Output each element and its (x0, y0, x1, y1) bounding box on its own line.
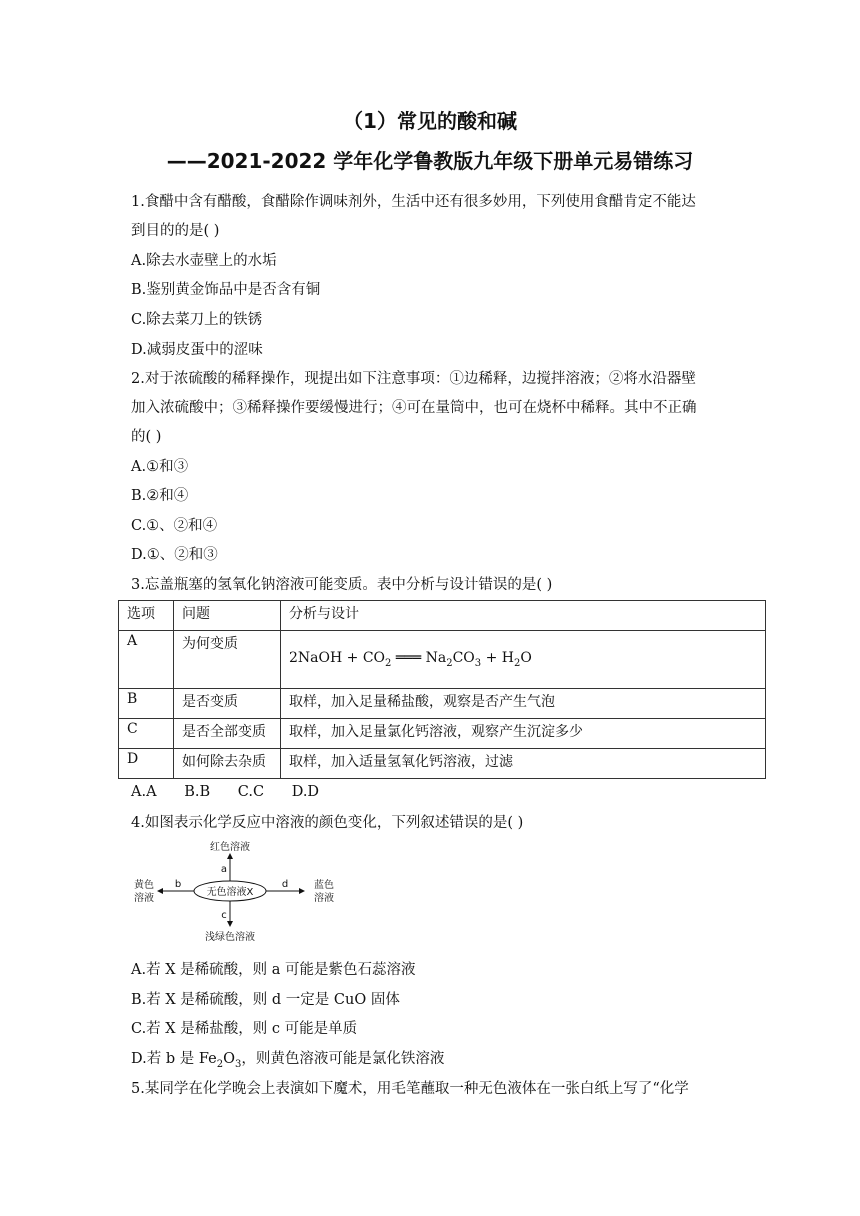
eq-o: O (520, 650, 532, 667)
q1-stem-line2: 到目的的是( ) (131, 223, 220, 239)
eq-arrow: ═══ (391, 650, 426, 667)
q4-option-a: A.若 X 是稀硫酸，则 a 可能是紫色石蕊溶液 (131, 962, 416, 978)
q2-option-c: C.①、②和④ (131, 518, 218, 534)
eq-co2-subscript: 2 (385, 657, 392, 669)
diagram-label-d: d (281, 879, 289, 890)
table-header-row (119, 601, 766, 631)
diagram-center-label: 无色溶液X (206, 887, 254, 898)
eq-co3: CO (452, 650, 475, 667)
table-row (119, 749, 766, 779)
table-cell-option: D (119, 749, 174, 779)
eq-plus-h: + H (481, 650, 514, 667)
diagram-left-label-1: 黄色 (134, 880, 154, 891)
fe-subscript: 2 (216, 1058, 224, 1070)
q1-stem-line1: 1.食醋中含有醋酸，食醋除作调味剂外，生活中还有很多妙用，下列使用食醋肯定不能达 (131, 194, 696, 210)
diagram-left-label-2: 溶液 (134, 893, 154, 904)
q2-stem-line3: 的( ) (131, 429, 162, 445)
q2-option-b: B.②和④ (131, 488, 189, 504)
diagram-label-a: a (220, 864, 228, 875)
color-change-diagram (128, 838, 348, 946)
table-header-cell: 分析与设计 (281, 601, 766, 631)
q2-stem-line1: 2.对于浓硫酸的稀释操作，现提出如下注意事项：①边稀释，边搅拌溶液；②将水沿器壁 (131, 371, 696, 387)
q3-stem: 3.忘盖瓶塞的氢氧化钠溶液可能变质。表中分析与设计错误的是( ) (131, 577, 553, 593)
q1-option-b: B.鉴别黄金饰品中是否含有铜 (131, 282, 321, 298)
table-cell-option: A (119, 631, 174, 689)
table-row (119, 719, 766, 749)
q4-d-prefix: D.若 b 是 Fe (131, 1051, 217, 1067)
eq-plus-co: + CO (342, 650, 386, 667)
table-cell-question: 是否全部变质 (174, 719, 281, 749)
table-row (119, 689, 766, 719)
q5-stem-line1: 5.某同学在化学晚会上表演如下魔术，用毛笔蘸取一种无色液体在一张白纸上写了“化学 (131, 1081, 689, 1097)
eq-h2o-subscript: 2 (514, 657, 521, 669)
diagram-right-label-2: 溶液 (314, 893, 334, 904)
table-cell-option: B (119, 689, 174, 719)
eq-co3-subscript: 3 (474, 657, 482, 669)
q4-option-d (131, 1047, 444, 1070)
table-cell-analysis: 取样，加入适量氢氧化钙溶液，过滤 (281, 749, 766, 779)
table-row (119, 631, 766, 689)
diagram-right-label-1: 蓝色 (314, 880, 334, 891)
page-title: （1）常见的酸和碱 (343, 109, 517, 133)
q3-options: A.A B.B C.C D.D (131, 784, 320, 800)
table-cell-question: 是否变质 (174, 689, 281, 719)
q2-stem-line2: 加入浓硫酸中；③稀释操作要缓慢进行；④可在量筒中，也可在烧杯中稀释。其中不正确 (131, 400, 697, 416)
diagram-top-label: 红色溶液 (210, 842, 250, 853)
q1-option-c: C.除去菜刀上的铁锈 (131, 312, 263, 328)
table-cell-equation (281, 631, 766, 689)
q1-option-a: A.除去水壶壁上的水垢 (131, 253, 277, 269)
table-cell-question: 为何变质 (174, 631, 281, 689)
q4-option-c: C.若 X 是稀盐酸，则 c 可能是单质 (131, 1021, 358, 1037)
q2-option-a: A.①和③ (131, 459, 189, 475)
table-cell-analysis: 取样，加入足量稀盐酸，观察是否产生气泡 (281, 689, 766, 719)
table-cell-option: C (119, 719, 174, 749)
diagram-label-c: c (221, 910, 227, 921)
table-header-cell: 问题 (174, 601, 281, 631)
eq-na2-subscript: 2 (446, 657, 453, 669)
q4-d-suffix: ，则黄色溶液可能是氯化铁溶液 (241, 1051, 445, 1067)
o-subscript: 3 (234, 1058, 242, 1070)
q4-stem: 4.如图表示化学反应中溶液的颜色变化，下列叙述错误的是( ) (131, 815, 524, 831)
q4-d-mid: O (223, 1051, 235, 1067)
q1-option-d: D.减弱皮蛋中的涩味 (131, 342, 263, 358)
diagram-label-b: b (174, 879, 182, 890)
table-header-cell: 选项 (119, 601, 174, 631)
q4-option-b: B.若 X 是稀硫酸，则 d 一定是 CuO 固体 (131, 992, 400, 1008)
eq-na: Na (425, 650, 447, 667)
table-cell-analysis: 取样，加入足量氯化钙溶液，观察产生沉淀多少 (281, 719, 766, 749)
eq-naoh: 2NaOH (289, 650, 343, 667)
page-subtitle: ——2021-2022 学年化学鲁教版九年级下册单元易错练习 (166, 149, 694, 173)
diagram-bottom-label: 浅绿色溶液 (205, 932, 255, 943)
q3-table (118, 600, 766, 779)
table-cell-question: 如何除去杂质 (174, 749, 281, 779)
q2-option-d: D.①、②和③ (131, 547, 218, 563)
